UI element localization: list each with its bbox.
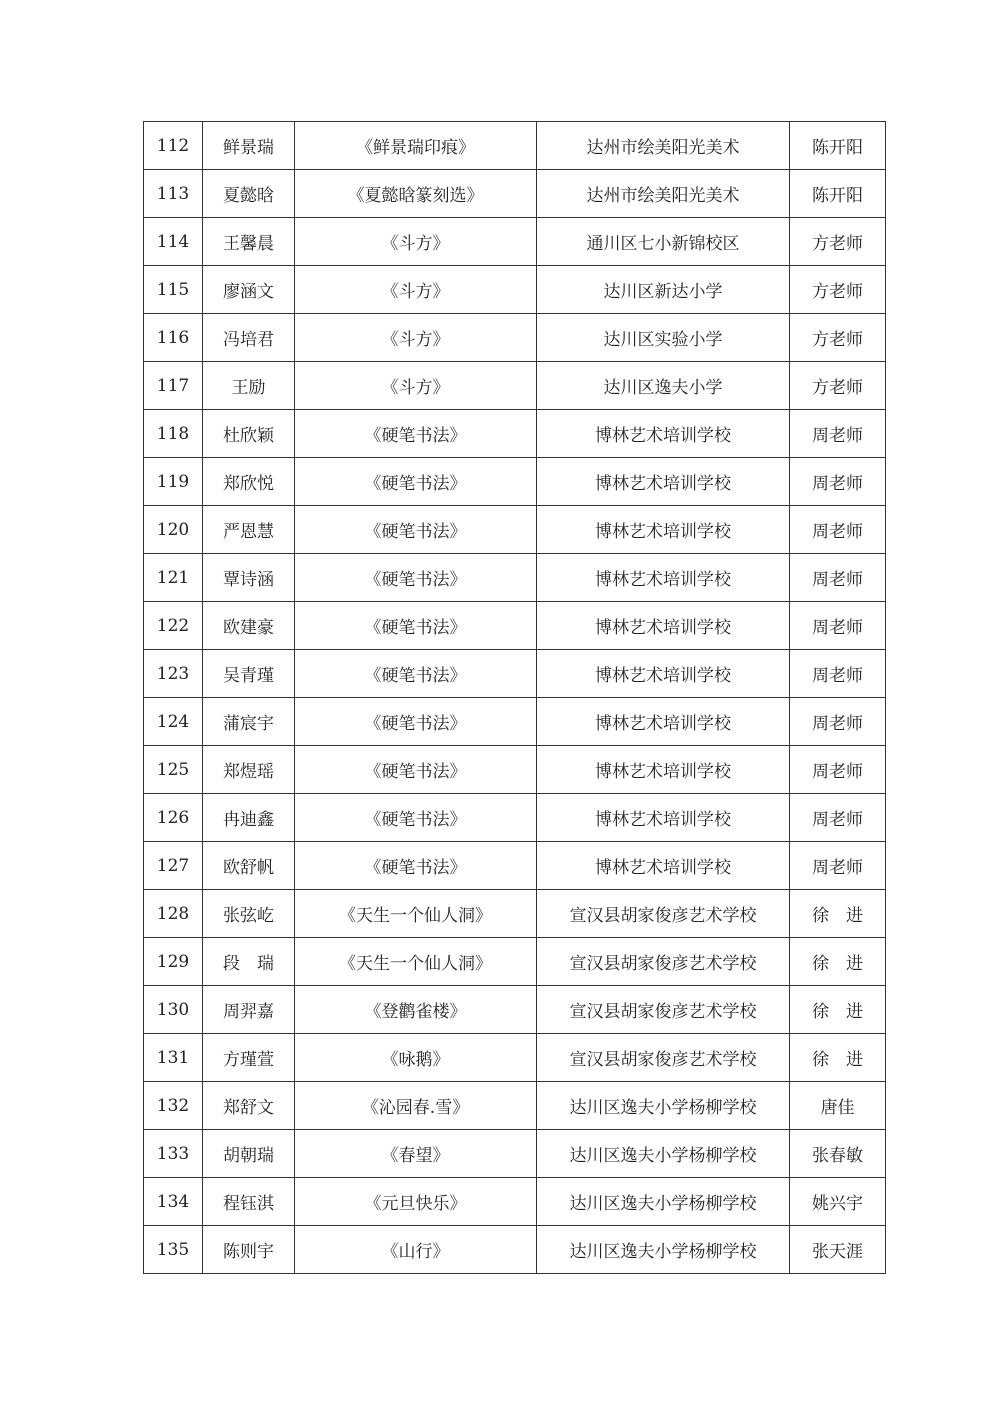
table-row: [144, 794, 886, 842]
cell-student-name: 郑舒文: [203, 1082, 295, 1130]
cell-teacher: 方老师: [790, 266, 886, 314]
cell-school: 宣汉县胡家俊彦艺术学校: [537, 890, 790, 938]
table-row: [144, 314, 886, 362]
cell-student-name: 冯培君: [203, 314, 295, 362]
cell-school: 博林艺术培训学校: [537, 602, 790, 650]
cell-number: 115: [144, 266, 203, 314]
cell-work-title: 《硬笔书法》: [295, 458, 537, 506]
cell-work-title: 《硬笔书法》: [295, 794, 537, 842]
cell-work-title: 《硬笔书法》: [295, 554, 537, 602]
cell-work-title: 《斗方》: [295, 314, 537, 362]
cell-school: 达川区逸夫小学杨柳学校: [537, 1082, 790, 1130]
cell-number: 121: [144, 554, 203, 602]
cell-work-title: 《斗方》: [295, 218, 537, 266]
cell-school: 通川区七小新锦校区: [537, 218, 790, 266]
cell-teacher: 周老师: [790, 602, 886, 650]
cell-student-name: 程钰淇: [203, 1178, 295, 1226]
cell-work-title: 《硬笔书法》: [295, 506, 537, 554]
cell-teacher: 周老师: [790, 458, 886, 506]
cell-school: 达川区逸夫小学: [537, 362, 790, 410]
cell-work-title: 《天生一个仙人洞》: [295, 890, 537, 938]
cell-work-title: 《元旦快乐》: [295, 1178, 537, 1226]
cell-work-title: 《沁园春.雪》: [295, 1082, 537, 1130]
cell-school: 达州市绘美阳光美术: [537, 122, 790, 170]
cell-number: 125: [144, 746, 203, 794]
table-row: [144, 842, 886, 890]
cell-school: 博林艺术培训学校: [537, 794, 790, 842]
cell-teacher: 方老师: [790, 218, 886, 266]
cell-work-title: 《硬笔书法》: [295, 602, 537, 650]
cell-work-title: 《硬笔书法》: [295, 842, 537, 890]
cell-school: 博林艺术培训学校: [537, 554, 790, 602]
cell-work-title: 《斗方》: [295, 362, 537, 410]
cell-work-title: 《夏懿晗篆刻选》: [295, 170, 537, 218]
table-row: [144, 1226, 886, 1274]
cell-teacher: 张春敏: [790, 1130, 886, 1178]
cell-student-name: 郑煜瑶: [203, 746, 295, 794]
cell-student-name: 王励: [203, 362, 295, 410]
table-row: [144, 1082, 886, 1130]
cell-work-title: 《硬笔书法》: [295, 698, 537, 746]
cell-student-name: 王馨晨: [203, 218, 295, 266]
cell-school: 宣汉县胡家俊彦艺术学校: [537, 986, 790, 1034]
table-row: [144, 410, 886, 458]
cell-teacher: 张天涯: [790, 1226, 886, 1274]
cell-number: 113: [144, 170, 203, 218]
table-row: [144, 218, 886, 266]
cell-teacher: 唐佳: [790, 1082, 886, 1130]
cell-student-name: 严恩慧: [203, 506, 295, 554]
cell-student-name: 夏懿晗: [203, 170, 295, 218]
table-row: [144, 890, 886, 938]
table-row: [144, 458, 886, 506]
cell-number: 126: [144, 794, 203, 842]
cell-school: 达川区逸夫小学杨柳学校: [537, 1130, 790, 1178]
cell-student-name: 张弦屹: [203, 890, 295, 938]
cell-student-name: 杜欣颖: [203, 410, 295, 458]
cell-work-title: 《斗方》: [295, 266, 537, 314]
cell-teacher: 周老师: [790, 650, 886, 698]
cell-student-name: 鲜景瑞: [203, 122, 295, 170]
cell-student-name: 吴青瑾: [203, 650, 295, 698]
table-row: [144, 1178, 886, 1226]
table-row: [144, 698, 886, 746]
cell-school: 达川区逸夫小学杨柳学校: [537, 1178, 790, 1226]
cell-teacher: 徐 进: [790, 986, 886, 1034]
cell-number: 119: [144, 458, 203, 506]
table-row: [144, 602, 886, 650]
table-row: [144, 1034, 886, 1082]
cell-school: 博林艺术培训学校: [537, 410, 790, 458]
cell-teacher: 姚兴宇: [790, 1178, 886, 1226]
cell-number: 122: [144, 602, 203, 650]
cell-teacher: 周老师: [790, 506, 886, 554]
table-row: [144, 938, 886, 986]
cell-teacher: 徐 进: [790, 938, 886, 986]
cell-teacher: 周老师: [790, 842, 886, 890]
cell-student-name: 胡朝瑞: [203, 1130, 295, 1178]
cell-number: 130: [144, 986, 203, 1034]
cell-work-title: 《山行》: [295, 1226, 537, 1274]
cell-school: 博林艺术培训学校: [537, 698, 790, 746]
cell-student-name: 蒲宸宇: [203, 698, 295, 746]
cell-school: 达川区实验小学: [537, 314, 790, 362]
cell-teacher: 陈开阳: [790, 170, 886, 218]
cell-number: 135: [144, 1226, 203, 1274]
cell-student-name: 段 瑞: [203, 938, 295, 986]
cell-teacher: 周老师: [790, 794, 886, 842]
cell-school: 博林艺术培训学校: [537, 506, 790, 554]
cell-student-name: 郑欣悦: [203, 458, 295, 506]
cell-teacher: 徐 进: [790, 890, 886, 938]
cell-school: 达州市绘美阳光美术: [537, 170, 790, 218]
cell-number: 134: [144, 1178, 203, 1226]
cell-number: 128: [144, 890, 203, 938]
cell-work-title: 《咏鹅》: [295, 1034, 537, 1082]
cell-number: 117: [144, 362, 203, 410]
cell-school: 宣汉县胡家俊彦艺术学校: [537, 938, 790, 986]
table-row: [144, 362, 886, 410]
cell-number: 124: [144, 698, 203, 746]
cell-student-name: 方瑾萱: [203, 1034, 295, 1082]
cell-school: 博林艺术培训学校: [537, 458, 790, 506]
cell-school: 达川区新达小学: [537, 266, 790, 314]
cell-number: 112: [144, 122, 203, 170]
table-row: [144, 746, 886, 794]
cell-number: 120: [144, 506, 203, 554]
cell-work-title: 《硬笔书法》: [295, 746, 537, 794]
cell-school: 博林艺术培训学校: [537, 650, 790, 698]
table-row: [144, 986, 886, 1034]
table-row: [144, 122, 886, 170]
cell-student-name: 冉迪鑫: [203, 794, 295, 842]
cell-teacher: 陈开阳: [790, 122, 886, 170]
cell-school: 博林艺术培训学校: [537, 842, 790, 890]
cell-work-title: 《鲜景瑞印痕》: [295, 122, 537, 170]
cell-work-title: 《硬笔书法》: [295, 650, 537, 698]
cell-teacher: 周老师: [790, 554, 886, 602]
table-row: [144, 266, 886, 314]
cell-number: 129: [144, 938, 203, 986]
cell-teacher: 方老师: [790, 362, 886, 410]
cell-number: 132: [144, 1082, 203, 1130]
table-row: [144, 650, 886, 698]
table-row: [144, 170, 886, 218]
cell-student-name: 周羿嘉: [203, 986, 295, 1034]
roster-table-body: [144, 122, 886, 1274]
cell-work-title: 《天生一个仙人洞》: [295, 938, 537, 986]
cell-teacher: 周老师: [790, 746, 886, 794]
table-row: [144, 506, 886, 554]
cell-teacher: 徐 进: [790, 1034, 886, 1082]
cell-student-name: 欧舒帆: [203, 842, 295, 890]
cell-student-name: 陈则宇: [203, 1226, 295, 1274]
cell-school: 达川区逸夫小学杨柳学校: [537, 1226, 790, 1274]
cell-student-name: 覃诗涵: [203, 554, 295, 602]
cell-number: 131: [144, 1034, 203, 1082]
cell-number: 118: [144, 410, 203, 458]
roster-table: [143, 121, 886, 1274]
cell-work-title: 《硬笔书法》: [295, 410, 537, 458]
cell-number: 116: [144, 314, 203, 362]
cell-work-title: 《春望》: [295, 1130, 537, 1178]
cell-number: 127: [144, 842, 203, 890]
cell-teacher: 方老师: [790, 314, 886, 362]
table-row: [144, 554, 886, 602]
cell-teacher: 周老师: [790, 410, 886, 458]
cell-work-title: 《登鹳雀楼》: [295, 986, 537, 1034]
cell-number: 114: [144, 218, 203, 266]
table-row: [144, 1130, 886, 1178]
cell-number: 123: [144, 650, 203, 698]
cell-student-name: 廖涵文: [203, 266, 295, 314]
cell-teacher: 周老师: [790, 698, 886, 746]
cell-number: 133: [144, 1130, 203, 1178]
cell-school: 宣汉县胡家俊彦艺术学校: [537, 1034, 790, 1082]
cell-student-name: 欧建豪: [203, 602, 295, 650]
cell-school: 博林艺术培训学校: [537, 746, 790, 794]
